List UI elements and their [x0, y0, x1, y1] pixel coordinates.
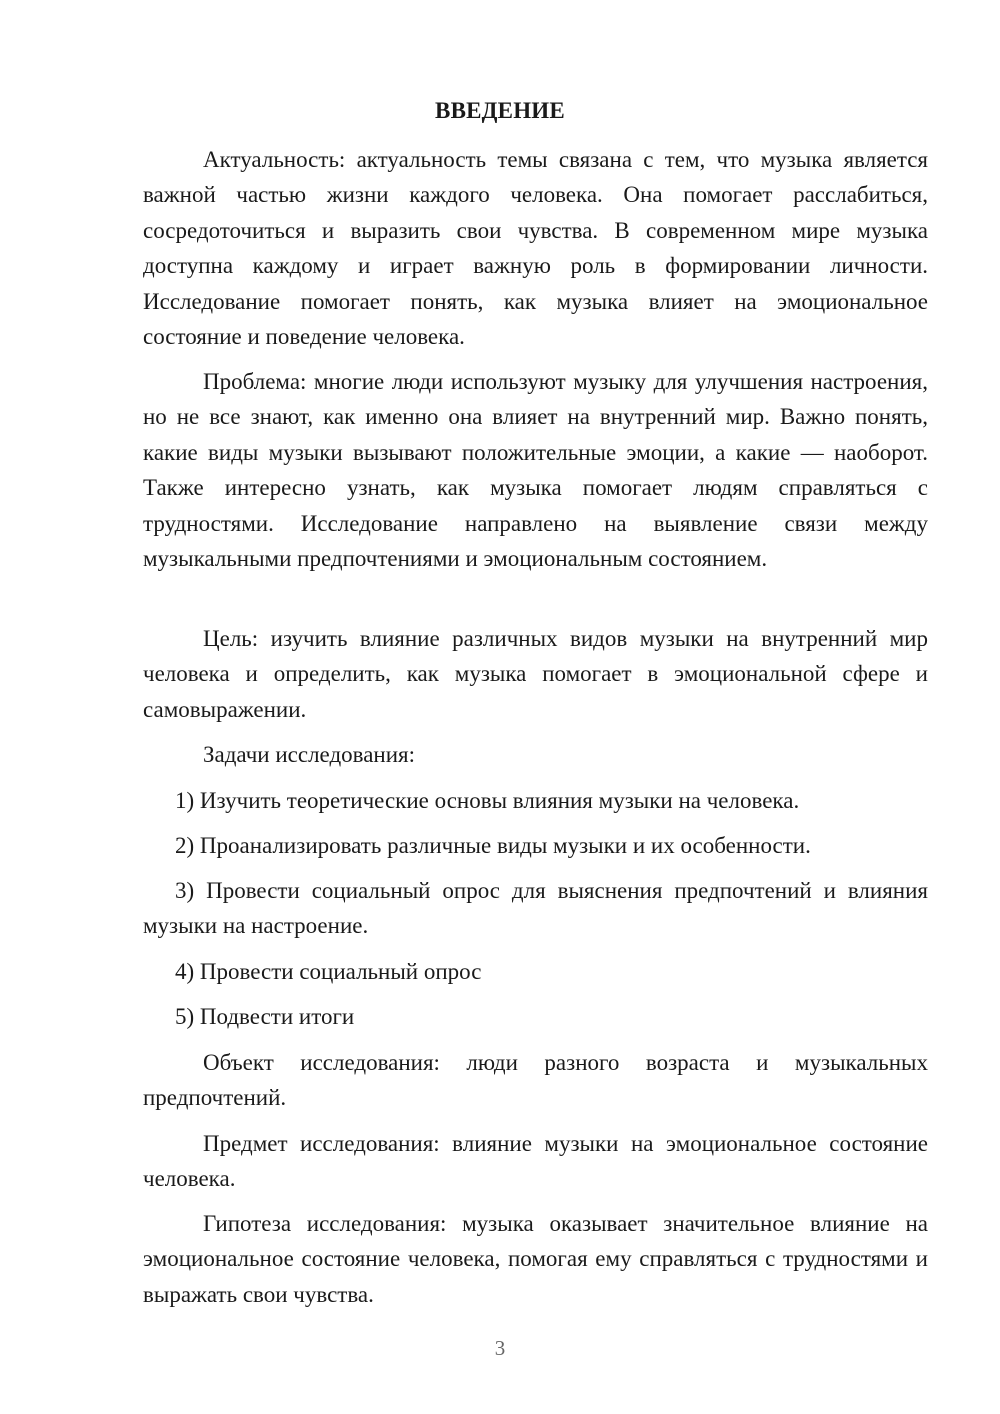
task-item-5: 5) Подвести итоги	[175, 1004, 355, 1029]
paragraph-subject: Предмет исследования: влияние музыки на эмоциональное состояние человека.	[143, 1131, 928, 1192]
task-item-3: 3) Провести социальный опрос для выяснения предпочтений и влияния музыки на настроение.	[143, 878, 928, 939]
page-number: 3	[494, 1336, 506, 1360]
paragraph-relevance: Актуальность: актуальность темы связана с тем, что музыка является важной частью жизни каждого человека. Она помогает расслабиться, сосредоточиться и выразить свои чувства. В современном мире музыка доступна каждому и играет важную роль в формировании личности. Исследование помогает понять, как музыка влияет на эмоциональное состояние и поведение человека.	[143, 147, 928, 350]
tasks-heading: Задачи исследования:	[203, 742, 416, 767]
page-title: ВВЕДЕНИЕ	[435, 98, 565, 123]
task-item-2: 2) Проанализировать различные виды музыки и их особенности.	[175, 833, 811, 858]
paragraph-hypothesis: Гипотеза исследования: музыка оказывает значительное влияние на эмоциональное состояние человека, помогая ему справляться с трудностями и выражать свои чувства.	[143, 1211, 928, 1307]
paragraph-problem: Проблема: многие люди используют музыку для улучшения настроения, но не все знают, как именно она влияет на внутренний мир. Важно понять, какие виды музыки вызывают положительные эмоции, а какие — наоборот. Также интересно узнать, как музыка помогает людям справляться с трудностями. Исследование направлено на выявление связи между музыкальными предпочтениями и эмоциональным состоянием.	[143, 369, 928, 572]
task-item-4: 4) Провести социальный опрос	[175, 959, 482, 984]
task-item-1: 1) Изучить теоретические основы влияния музыки на человека.	[175, 788, 800, 813]
paragraph-object: Объект исследования: люди разного возраста и музыкальных предпочтений.	[143, 1050, 928, 1111]
paragraph-goal: Цель: изучить влияние различных видов музыки на внутренний мир человека и определить, как музыка помогает в эмоциональной сфере и самовыражении.	[143, 626, 928, 722]
